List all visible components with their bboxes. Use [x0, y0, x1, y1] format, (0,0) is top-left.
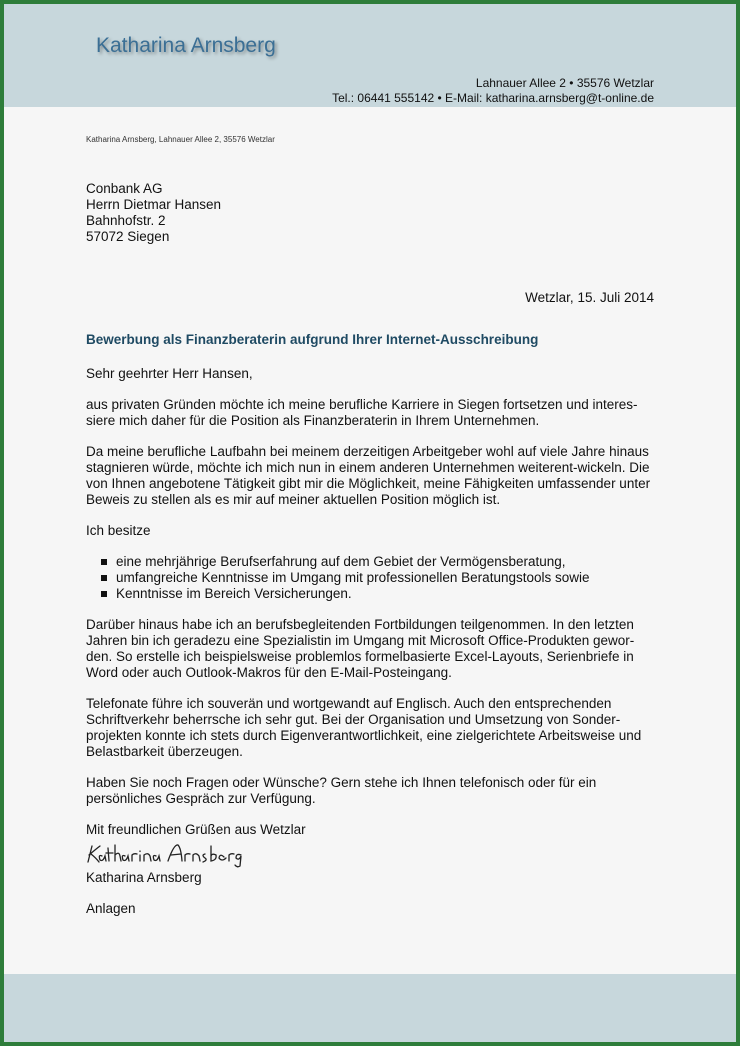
paragraph: Haben Sie noch Fragen oder Wünsche? Gern stehe ich Ihnen telefonisch oder für ein persönliches Gespräch zur Verfügung.: [86, 775, 597, 806]
paragraph: Darüber hinaus habe ich an berufsbegleitenden Fortbildungen teilgenommen. In den letzten Jahren bin ich geradezu eine Spezialistin im Umgang mit Microsoft Office-Produkten gewor-den. So erstelle ich beispielsweise problemlos formelbasierte Excel-Layouts, Serienbriefe in Word oder auch Outlook-Makros für den E-Mail-Posteingang.: [86, 617, 635, 680]
paragraph: aus privaten Gründen möchte ich meine berufliche Karriere in Siegen fortsetzen und interes-siere mich daher für die Position als Finanzberaterin in Ihrem Unternehmen.: [86, 397, 638, 428]
footer-band: [4, 974, 736, 1042]
attachments-label: Anlagen: [86, 901, 136, 916]
list-item-text: Kenntnisse im Bereich Versicherungen.: [116, 586, 352, 601]
paragraph: Ich besitze: [86, 523, 151, 538]
sender-phone-email: Tel.: 06441 555142 • E-Mail: katharina.arnsberg@t-online.de: [332, 91, 654, 105]
recipient-company: Conbank AG: [86, 181, 163, 196]
list-item-text: eine mehrjährige Berufserfahrung auf dem Gebiet der Vermögensberatung,: [116, 554, 566, 569]
letter-body: [86, 366, 656, 932]
recipient-street: Bahnhofstr. 2: [86, 213, 166, 228]
paragraph: Da meine berufliche Laufbahn bei meinem derzeitigen Arbeitgeber wohl auf viele Jahre hinaus stagnieren würde, möchte ich mich nun in einem anderen Unternehmen weiterent-wickeln. Die von Ihnen angebotene Tätigkeit gibt mir die Möglichkeit, meine Fähigkeiten umfassender unter Beweis zu stellen als es mir auf meiner aktuellen Position möglich ist.: [86, 444, 651, 507]
handwritten-signature: [84, 840, 244, 868]
list-item-text: umfangreiche Kenntnisse im Umgang mit professionellen Beratungstools sowie: [116, 570, 590, 585]
recipient-person: Herrn Dietmar Hansen: [86, 197, 222, 212]
letterhead: [4, 4, 736, 107]
list-item: [86, 586, 656, 602]
recipient-address: [86, 181, 221, 245]
letter-date: Wetzlar, 15. Juli 2014: [525, 290, 654, 305]
sender-address: Lahnauer Allee 2 • 35576 Wetzlar: [475, 76, 654, 90]
bullet-icon: [101, 575, 107, 581]
letter-subject: Bewerbung als Finanzberaterin aufgrund Ihrer Internet-Ausschreibung: [86, 332, 539, 347]
salutation: Sehr geehrter Herr Hansen,: [86, 366, 253, 381]
sender-name-heading: Katharina Arnsberg: [96, 34, 276, 57]
paragraph: Telefonate führe ich souverän und wortgewandt auf Englisch. Auch den entsprechenden Schriftverkehr beherrsche ich sehr gut. Bei der Organisation und Umsetzung von Sonder-projekten konnte ich stets durch Eigenverantwortlichkeit, eine zielgerichtete Arbeitsweise und Belastbarkeit überzeugen.: [86, 696, 642, 759]
sender-contact: [332, 76, 654, 106]
recipient-city: 57072 Siegen: [86, 229, 170, 244]
list-item: [86, 554, 656, 570]
closing-name: Katharina Arnsberg: [86, 870, 202, 885]
closing: Mit freundlichen Grüßen aus Wetzlar: [86, 822, 306, 837]
list-item: [86, 570, 656, 586]
return-address-line: Katharina Arnsberg, Lahnauer Allee 2, 35576 Wetzlar: [86, 135, 275, 144]
bullet-icon: [101, 559, 107, 565]
qualification-list: [86, 554, 656, 602]
letter-page: [4, 4, 736, 1042]
bullet-icon: [101, 591, 107, 597]
